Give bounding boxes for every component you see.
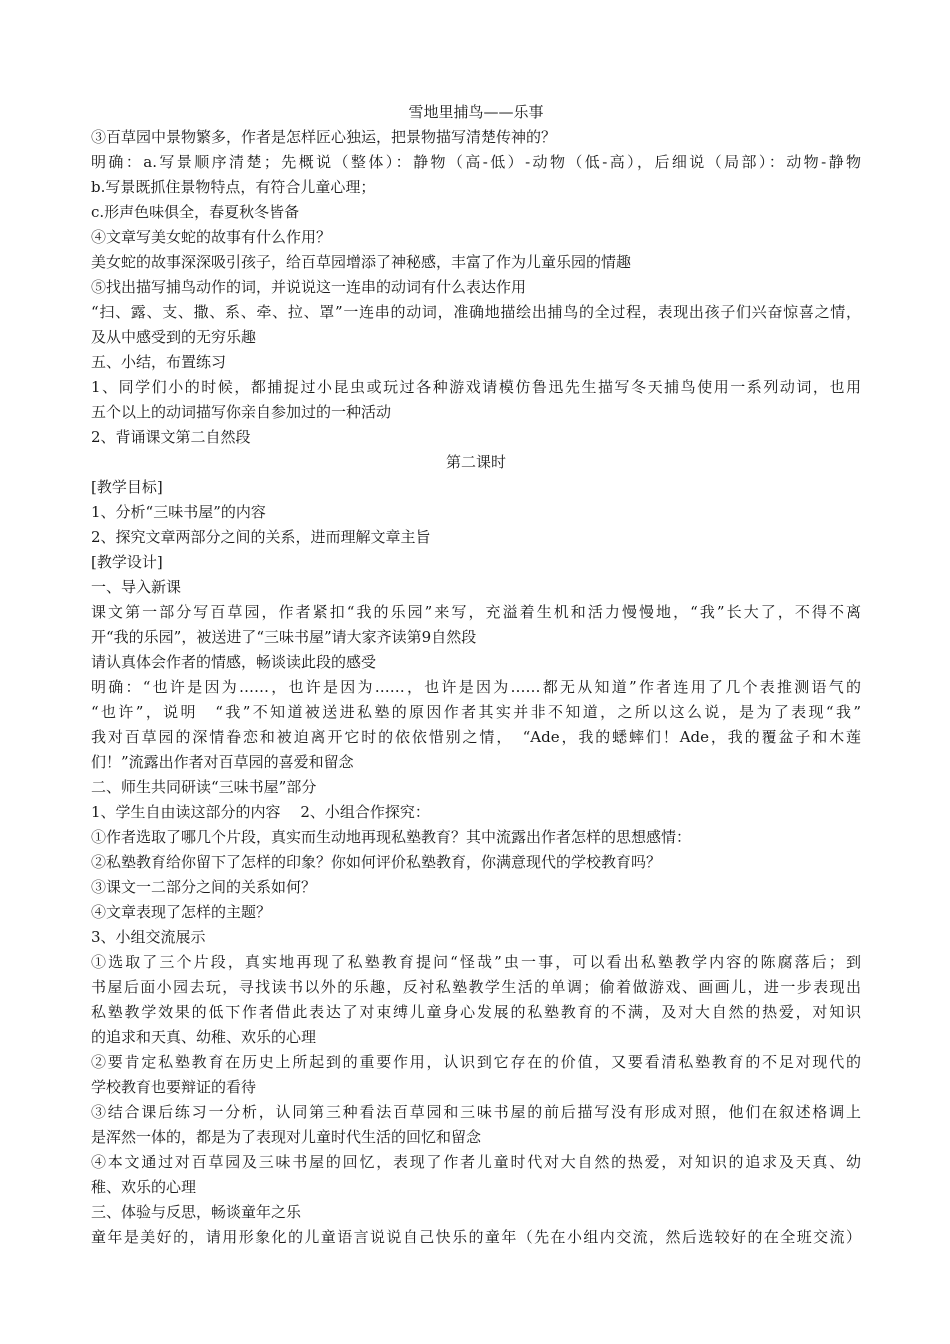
text-line: 课文第一部分写百草园，作者紧扣“我的乐园”来写，充溢着生机和活力慢慢地，“我”长大了，不得不离 — [91, 603, 861, 621]
text-line: ⑤找出描写捕鸟动作的词，并说说这一连串的动词有什么表达作用 — [91, 278, 527, 296]
document-page — [91, 100, 861, 1250]
text-line: “扫、露、支、撒、系、牵、拉、罩”一连串的动词，准确地描绘出捕鸟的全过程，表现出孩子们兴奋惊喜之情， — [91, 303, 861, 321]
text-line: ②私塾教育给你留下了怎样的印象？你如何评价私塾教育，你满意现代的学校教育吗？ — [91, 853, 662, 871]
text-line: b.写景既抓住景物特点，有符合儿童心理； — [91, 178, 376, 196]
text-line: 2、背诵课文第二自然段 — [91, 428, 251, 446]
text-line: ④文章写美女蛇的故事有什么作用？ — [91, 228, 332, 246]
text-line: 明确：a.写景顺序清楚；先概说（整体）：静物（高-低）-动物（低-高），后细说（局部）：动物-静物 — [91, 153, 861, 171]
text-line: “也许”，说明 “我”不知道被送进私塾的原因作者其实并非不知道，之所以这么说，是为了表现“我” — [91, 703, 861, 721]
text-line: 一、导入新课 — [91, 578, 182, 596]
section-heading: 第二课时 — [445, 453, 506, 471]
text-line: 请认真体会作者的情感，畅谈读此段的感受 — [91, 653, 377, 671]
text-line: c.形声色味俱全，春夏秋冬皆备 — [91, 203, 300, 221]
text-line: 童年是美好的，请用形象化的儿童语言说说自己快乐的童年（先在小组内交流，然后选较好的在全班交流） — [91, 1228, 861, 1246]
text-line: ③课文一二部分之间的关系如何？ — [91, 878, 317, 896]
text-line: 及从中感受到的无穷乐趣 — [91, 328, 257, 346]
text-line: 1、同学们小的时候，都捕捉过小昆虫或玩过各种游戏请模仿鲁迅先生描写冬天捕鸟使用一系列动词，也用 — [91, 378, 861, 396]
text-line: 1、学生自由读这部分的内容 2、小组合作探究： — [91, 803, 430, 821]
text-line: 美女蛇的故事深深吸引孩子，给百草园增添了神秘感，丰富了作为儿童乐园的情趣 — [91, 253, 632, 271]
text-line: ①作者选取了哪几个片段，真实而生动地再现私塾教育？其中流露出作者怎样的思想感情： — [91, 828, 692, 846]
text-line: 五、小结，布置练习 — [91, 353, 227, 371]
text-line: [教学设计] — [91, 553, 163, 571]
text-line: 我对百草园的深情眷恋和被迫离开它时的依依惜别之情， “Ade，我的蟋蟀们！Ade，我的覆盆子和木莲 — [91, 728, 861, 746]
text-line: 3、小组交流展示 — [91, 928, 206, 946]
text-line: 稚、欢乐的心理 — [91, 1178, 197, 1196]
text-line: 1、分析“三味书屋”的内容 — [91, 503, 266, 521]
text-line: ④本文通过对百草园及三味书屋的回忆，表现了作者儿童时代对大自然的热爱，对知识的追求及天真、幼 — [91, 1153, 861, 1171]
text-line: ③结合课后练习一分析，认同第三种看法百草园和三味书屋的前后描写没有形成对照，他们在叙述格调上 — [91, 1103, 861, 1121]
text-line: [教学目标] — [91, 478, 163, 496]
text-line: 书屋后面小园去玩，寻找读书以外的乐趣，反衬私塾教学生活的单调；偷着做游戏、画画儿，进一步表现出 — [91, 978, 861, 996]
text-line: ①选取了三个片段，真实地再现了私塾教育提问“怪哉”虫一事，可以看出私塾教学内容的陈腐落后；到 — [91, 953, 861, 971]
text-line: 的追求和天真、幼稚、欢乐的心理 — [91, 1028, 317, 1046]
text-line: 二、师生共同研读“三味书屋”部分 — [91, 778, 317, 796]
text-line: 学校教育也要辩证的看待 — [91, 1078, 257, 1096]
text-line: 是浑然一体的，都是为了表现对儿童时代生活的回忆和留念 — [91, 1128, 482, 1146]
text-line: 开“我的乐园”，被送进了“三味书屋”请大家齐读第9自然段 — [91, 628, 477, 646]
text-line: ④文章表现了怎样的主题？ — [91, 903, 272, 921]
text-line: 们！”流露出作者对百草园的喜爱和留念 — [91, 753, 354, 771]
text-line: 三、体验与反思，畅谈童年之乐 — [91, 1203, 302, 1221]
text-line: 五个以上的动词描写你亲自参加过的一种活动 — [91, 403, 392, 421]
text-line: 私塾教学效果的低下作者借此表达了对束缚儿童身心发展的私塾教育的不满，及对大自然的热爱，对知识 — [91, 1003, 861, 1021]
text-line: ②要肯定私塾教育在历史上所起到的重要作用，认识到它存在的价值，又要看清私塾教育的不足对现代的 — [91, 1053, 861, 1071]
text-line: 2、探究文章两部分之间的关系，进而理解文章主旨 — [91, 528, 431, 546]
text-line: ③百草园中景物繁多，作者是怎样匠心独运，把景物描写清楚传神的？ — [91, 128, 557, 146]
section-heading: 雪地里捕鸟——乐事 — [408, 103, 544, 121]
text-line: 明确：“也许是因为……，也许是因为……，也许是因为……都无从知道”作者连用了几个表推测语气的 — [91, 678, 861, 696]
